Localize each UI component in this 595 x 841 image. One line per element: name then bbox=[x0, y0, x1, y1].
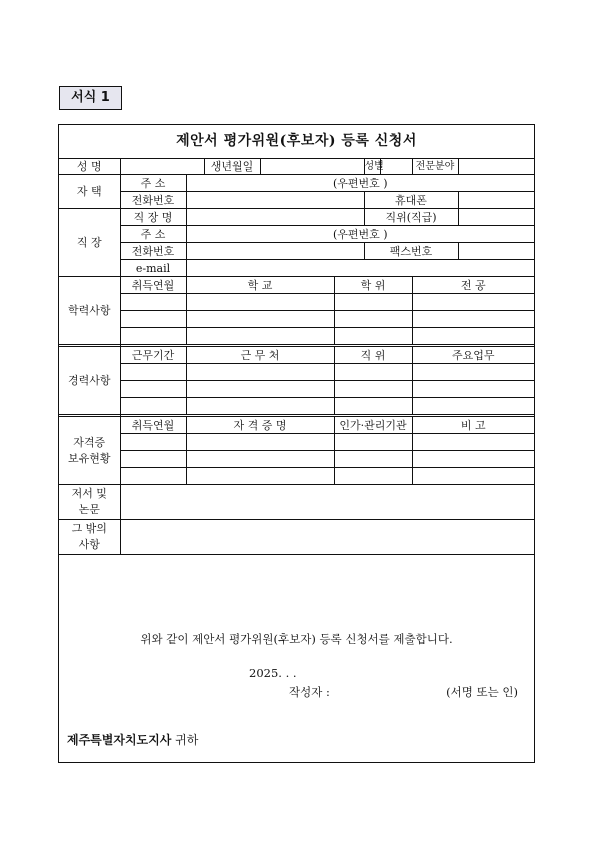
others-field[interactable] bbox=[120, 520, 534, 555]
publications-field[interactable] bbox=[120, 485, 534, 520]
form-grid bbox=[59, 158, 534, 555]
license-header: 취득연월 bbox=[120, 417, 186, 434]
author-label: 작성자 : bbox=[289, 685, 330, 699]
work-address-field[interactable] bbox=[186, 226, 534, 243]
career-entry-row bbox=[59, 398, 534, 415]
email-label: e-mail bbox=[120, 260, 186, 277]
license-header: 비 고 bbox=[412, 417, 534, 434]
home-phone-field[interactable] bbox=[186, 192, 364, 209]
education-header-row bbox=[59, 277, 534, 294]
work-company-row bbox=[59, 209, 534, 226]
home-address-row bbox=[59, 175, 534, 192]
signature-label: (서명 또는 인) bbox=[446, 685, 518, 699]
home-address-field[interactable] bbox=[186, 175, 534, 192]
license-header: 자 격 증 명 bbox=[186, 417, 334, 434]
company-field[interactable] bbox=[186, 209, 364, 226]
field-input[interactable] bbox=[458, 158, 534, 175]
work-address-label: 주 소 bbox=[120, 226, 186, 243]
recipient bbox=[67, 731, 198, 748]
mobile-field[interactable] bbox=[458, 192, 534, 209]
declaration-statement: 위와 같이 제안서 평가위원(후보자) 등록 신청서를 제출합니다. bbox=[140, 632, 453, 646]
education-header: 취득연월 bbox=[120, 277, 186, 294]
work-email-row bbox=[59, 260, 534, 277]
publications-label bbox=[59, 485, 120, 520]
publications-label-line2: 논문 bbox=[78, 503, 100, 516]
license-header: 인가·관리기관 bbox=[334, 417, 412, 434]
work-address-row bbox=[59, 226, 534, 243]
work-phone-field[interactable] bbox=[186, 243, 364, 260]
birth-label: 생년월일 bbox=[204, 158, 260, 175]
career-header: 근 무 처 bbox=[186, 347, 334, 364]
position-field[interactable] bbox=[458, 209, 534, 226]
birth-field[interactable] bbox=[260, 158, 364, 175]
others-label bbox=[59, 520, 120, 555]
career-header: 주요업무 bbox=[412, 347, 534, 364]
home-phone-label: 전화번호 bbox=[120, 192, 186, 209]
home-postal-text: (우편번호 ) bbox=[332, 176, 388, 190]
application-form bbox=[58, 124, 535, 763]
career-entry-row bbox=[59, 381, 534, 398]
form-number-tag: 서식 1 bbox=[59, 86, 122, 110]
license-entry-row bbox=[59, 434, 534, 451]
license-entry-row bbox=[59, 468, 534, 485]
email-field[interactable] bbox=[186, 260, 534, 277]
others-label-line1: 그 밖의 bbox=[71, 522, 107, 535]
declaration-section bbox=[59, 611, 534, 762]
gender-label: 성별 bbox=[364, 158, 380, 175]
education-header: 학 교 bbox=[186, 277, 334, 294]
publications-label-line1: 저서 및 bbox=[71, 487, 107, 500]
others-row bbox=[59, 520, 534, 555]
work-label: 직 장 bbox=[59, 209, 120, 277]
form-title: 제안서 평가위원(후보자) 등록 신청서 bbox=[59, 125, 534, 159]
name-label: 성 명 bbox=[59, 158, 120, 175]
fax-field[interactable] bbox=[458, 243, 534, 260]
others-label-line2: 사항 bbox=[78, 538, 100, 551]
field-label: 전문분야 bbox=[412, 158, 458, 175]
declaration-date[interactable]: 2025. . . bbox=[249, 666, 297, 680]
fax-label: 팩스번호 bbox=[364, 243, 458, 260]
work-phone-row bbox=[59, 243, 534, 260]
recipient-honorific: 귀하 bbox=[175, 733, 199, 747]
education-label: 학력사항 bbox=[59, 277, 120, 345]
name-field[interactable] bbox=[120, 158, 204, 175]
license-label-line2: 보유현황 bbox=[67, 451, 111, 465]
career-header-row bbox=[59, 347, 534, 364]
career-entry-row bbox=[59, 364, 534, 381]
education-entry-row bbox=[59, 311, 534, 328]
career-header: 직 위 bbox=[334, 347, 412, 364]
basic-info-row bbox=[59, 158, 534, 175]
recipient-name: 제주특별자치도지사 bbox=[67, 733, 172, 747]
education-entry-row bbox=[59, 294, 534, 311]
license-header-row bbox=[59, 417, 534, 434]
home-address-label: 주 소 bbox=[120, 175, 186, 192]
license-label bbox=[59, 417, 120, 485]
gender-field[interactable] bbox=[380, 158, 412, 175]
education-header: 학 위 bbox=[334, 277, 412, 294]
education-header: 전 공 bbox=[412, 277, 534, 294]
license-entry-row bbox=[59, 451, 534, 468]
work-phone-label: 전화번호 bbox=[120, 243, 186, 260]
career-header: 근무기간 bbox=[120, 347, 186, 364]
work-postal-text: (우편번호 ) bbox=[332, 227, 388, 241]
career-label: 경력사항 bbox=[59, 347, 120, 415]
education-entry-row bbox=[59, 328, 534, 345]
home-label: 자 택 bbox=[59, 175, 120, 209]
license-label-line1: 자격증 bbox=[73, 435, 106, 449]
mobile-label: 휴대폰 bbox=[364, 192, 458, 209]
company-label: 직 장 명 bbox=[120, 209, 186, 226]
publications-row bbox=[59, 485, 534, 520]
home-phone-row bbox=[59, 192, 534, 209]
position-label: 직위(직급) bbox=[364, 209, 458, 226]
